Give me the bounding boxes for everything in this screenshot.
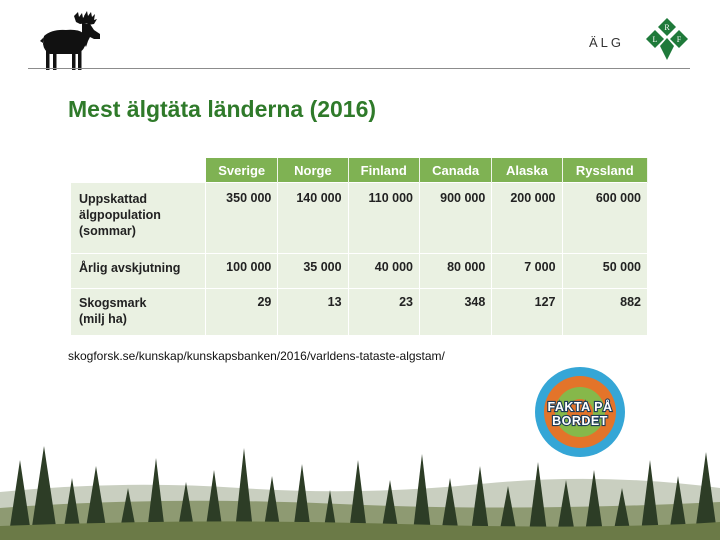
row-label [71,183,206,254]
table-cell: 600 000 [562,183,647,254]
row-label-line: Uppskattad [79,192,148,206]
table-cell: 40 000 [348,254,419,289]
column-header: Canada [419,158,491,183]
table-cell: 80 000 [419,254,491,289]
table-cell: 50 000 [562,254,647,289]
row-label-line: Årlig avskjutning [79,261,181,275]
fakta-pa-bordet-badge [534,366,626,458]
badge-line-1: FAKTA PÅ [547,400,613,414]
table-cell: 7 000 [492,254,562,289]
table-cell: 110 000 [348,183,419,254]
column-header: Alaska [492,158,562,183]
table-row [71,289,648,336]
row-label-line: Skogsmark [79,296,147,310]
row-label [71,289,206,336]
table-corner [71,158,206,183]
brand-text: ÄLG [589,35,625,50]
source-link[interactable]: skogforsk.se/kunskap/kunskapsbanken/2016/varldens-tataste-algstam/ [68,349,445,363]
header-divider [28,68,690,69]
column-header: Ryssland [562,158,647,183]
table-cell: 350 000 [206,183,278,254]
table-cell: 13 [278,289,348,336]
column-header: Norge [278,158,348,183]
table-cell: 127 [492,289,562,336]
table-row [71,183,648,254]
row-label-line: (milj ha) [79,312,127,326]
page-title: Mest älgtäta länderna (2016) [68,96,377,122]
table-cell: 900 000 [419,183,491,254]
row-label-line: älgpopulation [79,208,161,222]
logo-letter-f: F [676,35,682,44]
row-label-line: (sommar) [79,224,136,238]
table-cell: 35 000 [278,254,348,289]
table-row [71,254,648,289]
table-cell: 29 [206,289,278,336]
logo-letter-r: R [664,23,670,32]
table-cell: 100 000 [206,254,278,289]
table-cell: 348 [419,289,491,336]
lrf-logo [643,16,691,62]
column-header: Sverige [206,158,278,183]
moose-density-table [70,158,648,336]
table-cell: 882 [562,289,647,336]
badge-line-2: BORDET [552,414,608,428]
table-cell: 23 [348,289,419,336]
table-cell: 200 000 [492,183,562,254]
column-header: Finland [348,158,419,183]
table-cell: 140 000 [278,183,348,254]
row-label [71,254,206,289]
table-header-row [71,158,648,183]
moose-logo [34,10,106,72]
logo-letter-l: L [652,35,658,44]
